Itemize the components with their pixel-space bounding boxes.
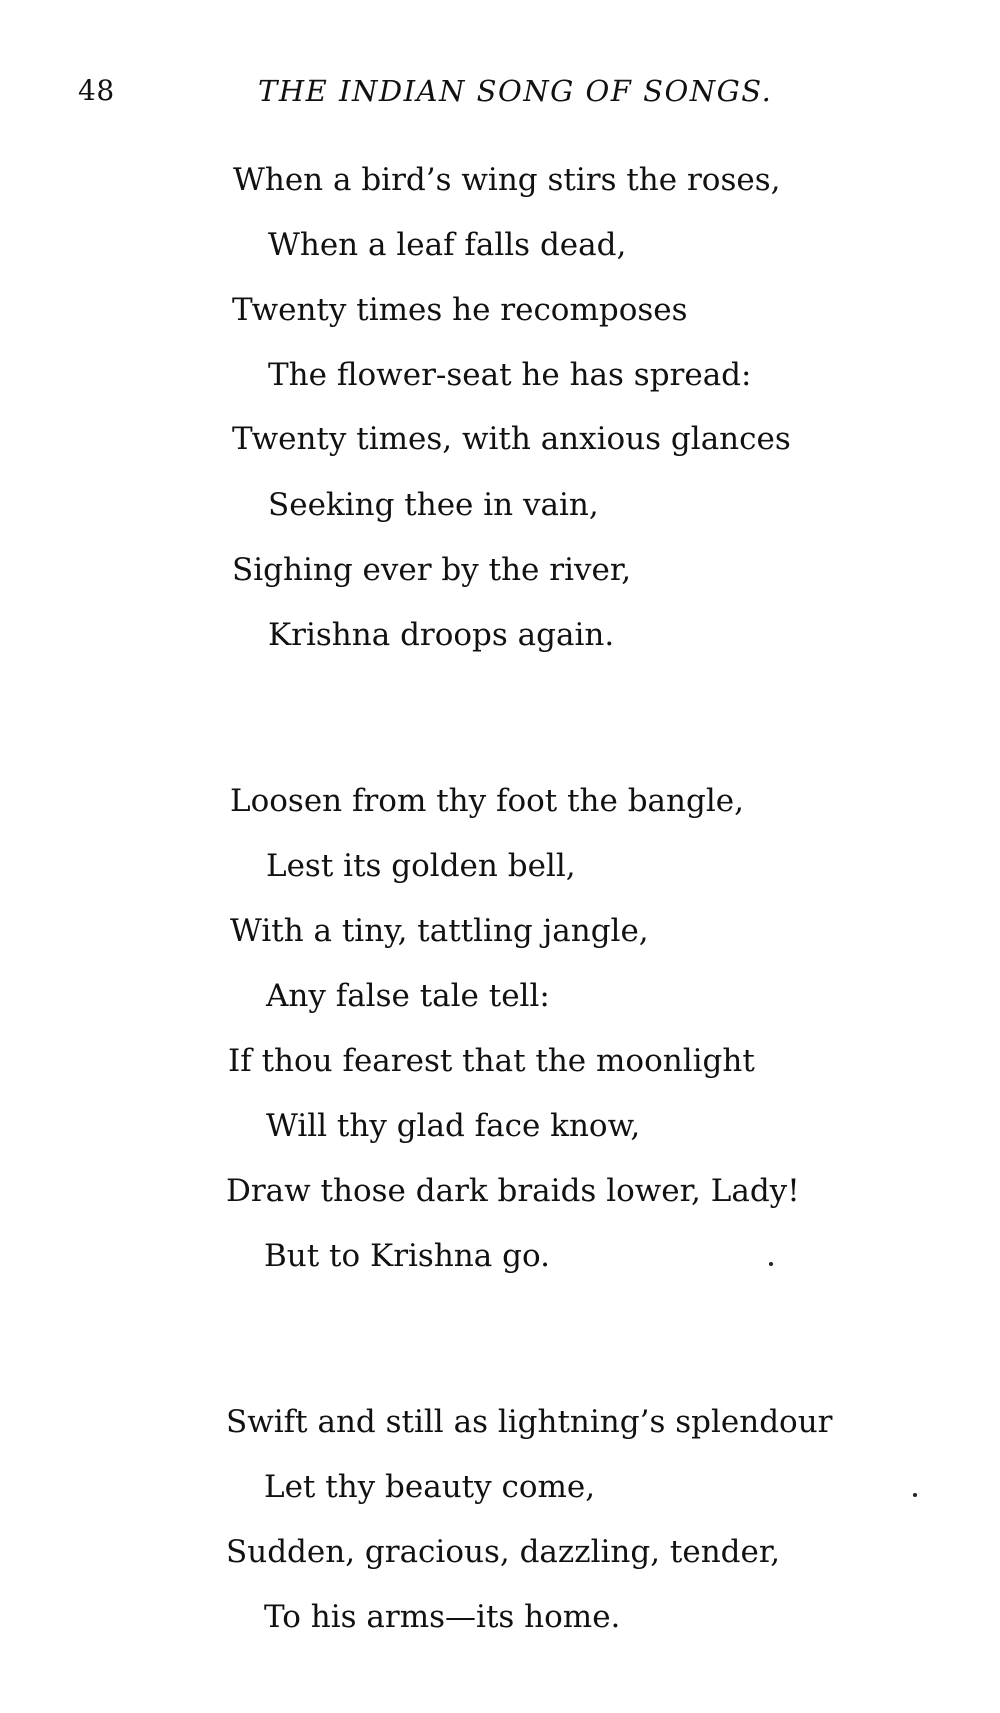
ink-speck [913,1493,917,1497]
verse-line: When a leaf falls dead, [268,227,627,263]
verse-line: To his arms—its home. [264,1599,621,1635]
verse-line: Twenty times he recomposes [232,292,688,328]
verse-line: Twenty times, with anxious glances [232,421,791,457]
verse-line: Seeking thee in vain, [268,487,599,523]
page-number: 48 [78,74,115,107]
verse-line: But to Krishna go. [264,1238,550,1274]
verse-line: Sighing ever by the river, [232,552,632,588]
verse-line: Sudden, gracious, dazzling, tender, [226,1534,781,1570]
verse-line: Any false tale tell: [266,978,550,1014]
ink-speck [769,1262,773,1266]
verse-line: If thou fearest that the moonlight [228,1043,755,1079]
verse-line: With a tiny, tattling jangle, [230,913,649,949]
verse-line: Draw those dark braids lower, Lady! [226,1173,800,1209]
verse-line: Lest its golden bell, [266,848,576,884]
verse-line: Will thy glad face know, [266,1108,641,1144]
verse-line: Swift and still as lightning’s splendour [226,1404,833,1440]
verse-line: The flower-seat he has spread: [268,357,752,393]
verse-line: Let thy beauty come, [264,1469,596,1505]
running-title: THE INDIAN SONG OF SONGS. [258,74,773,108]
verse-line: When a bird’s wing stirs the roses, [233,162,781,198]
verse-line: Loosen from thy foot the bangle, [230,783,744,819]
verse-line: Krishna droops again. [268,617,615,653]
